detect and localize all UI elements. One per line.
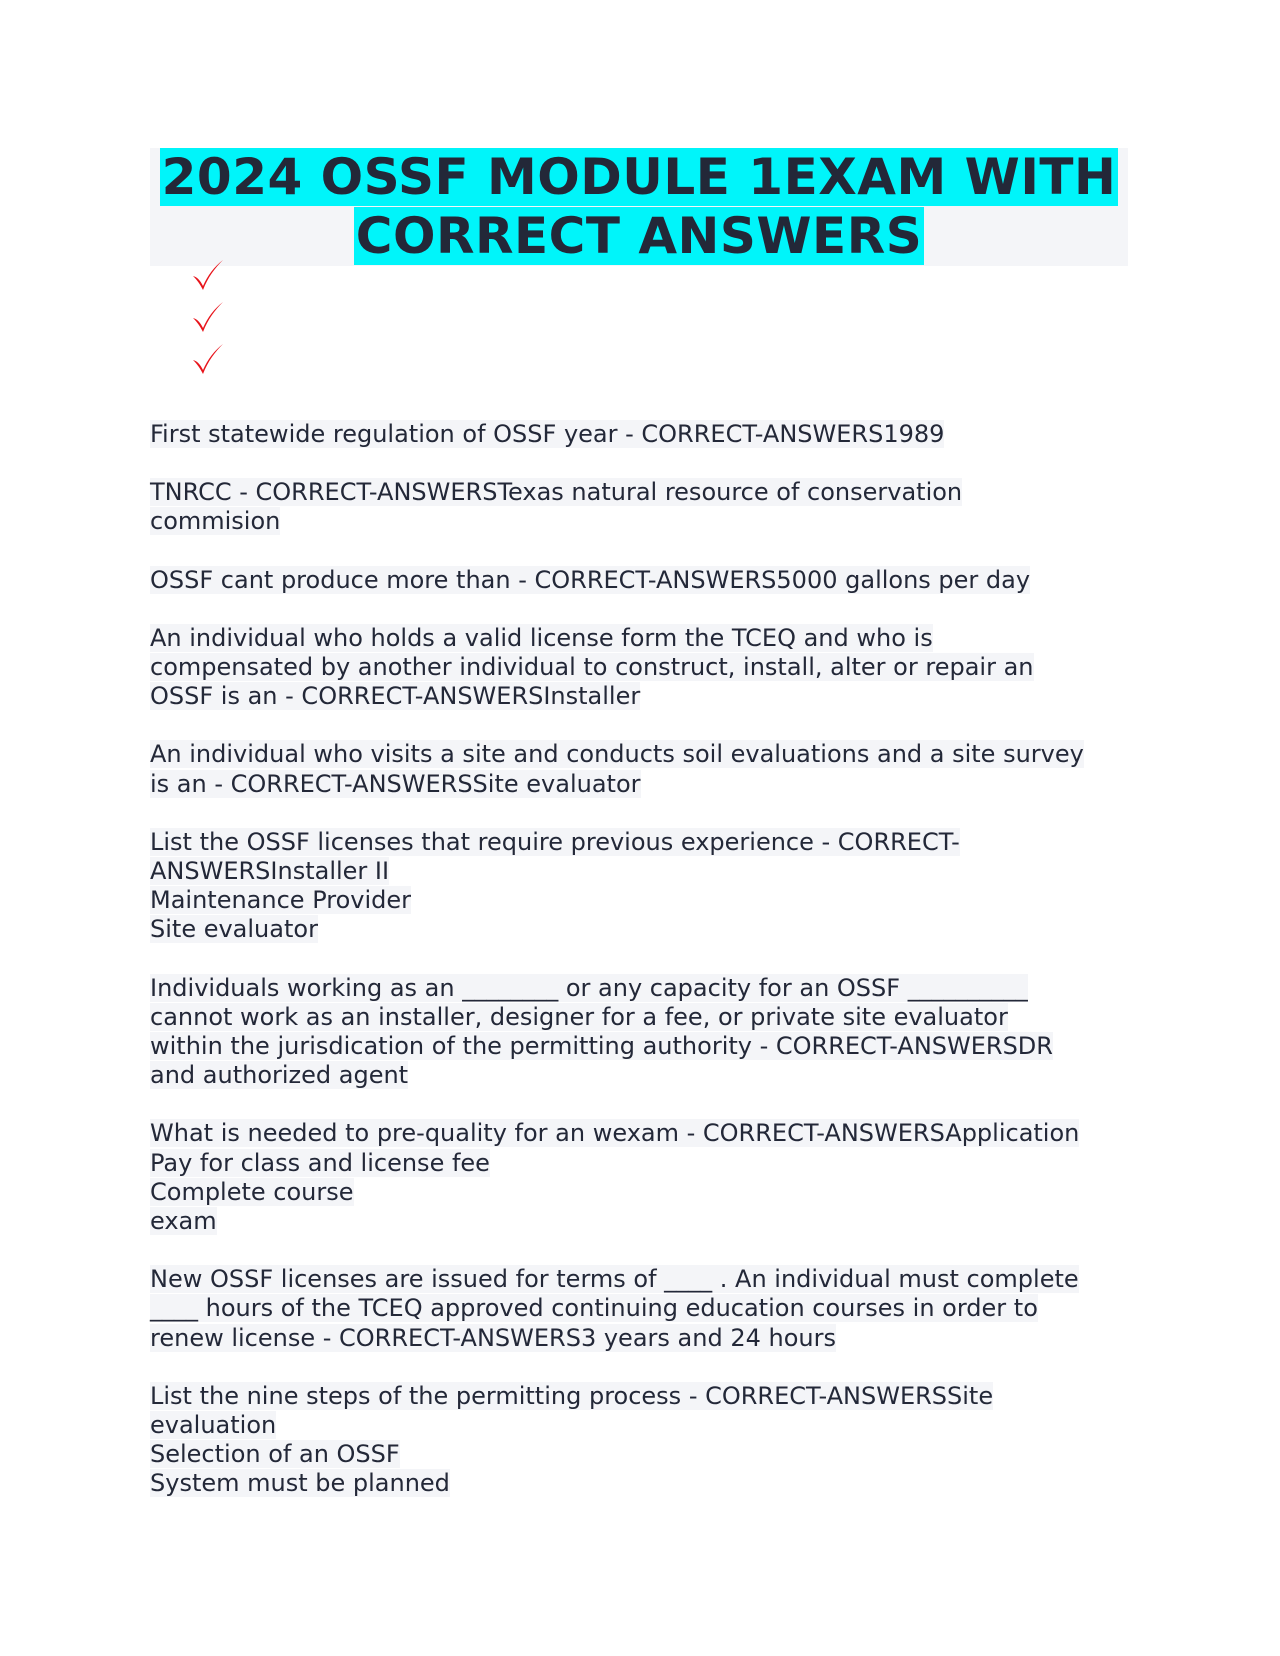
qa-line: Maintenance Provider — [150, 886, 411, 915]
qa-line: ANSWERSInstaller II — [150, 857, 390, 886]
qa-line: List the OSSF licenses that require previous experience - CORRECT- — [150, 827, 960, 856]
qa-line: commision — [150, 507, 281, 536]
qa-line: New OSSF licenses are issued for terms of ____ . An individual must complete — [150, 1265, 1079, 1294]
qa-item — [150, 740, 1140, 798]
qa-item — [150, 974, 1140, 1091]
qa-line: Pay for class and license fee — [150, 1148, 490, 1177]
qa-line: List the nine steps of the permitting process - CORRECT-ANSWERSSite — [150, 1381, 994, 1410]
checkmark-icon — [190, 342, 226, 378]
qa-line: An individual who visits a site and conducts soil evaluations and a site survey — [150, 740, 1084, 769]
qa-line: is an - CORRECT-ANSWERSSite evaluator — [150, 769, 641, 798]
qa-item — [150, 566, 1140, 595]
qa-line: and authorized agent — [150, 1061, 409, 1090]
qa-line: TNRCC - CORRECT-ANSWERSTexas natural resource of conservation — [150, 478, 963, 507]
qa-line: An individual who holds a valid license form the TCEQ and who is — [150, 623, 933, 652]
document-title — [150, 148, 1128, 266]
qa-item — [150, 828, 1140, 945]
qa-item — [150, 420, 1140, 449]
qa-line: within the jurisdication of the permitting authority - CORRECT-ANSWERSDR — [150, 1032, 1053, 1061]
qa-item — [150, 1119, 1140, 1236]
qa-line: compensated by another individual to construct, install, alter or repair an — [150, 653, 1034, 682]
checkmark-icon — [190, 300, 226, 336]
qa-line: First statewide regulation of OSSF year - CORRECT-ANSWERS1989 — [150, 420, 945, 448]
qa-line: System must be planned — [150, 1469, 450, 1498]
qa-line: Site evaluator — [150, 915, 318, 944]
qa-line: ____ hours of the TCEQ approved continuing education courses in order to — [150, 1294, 1038, 1323]
qa-item — [150, 478, 1140, 536]
qa-line: exam — [150, 1207, 217, 1236]
qa-line: renew license - CORRECT-ANSWERS3 years and 24 hours — [150, 1323, 836, 1352]
checkmark-list — [190, 258, 226, 384]
qa-list — [150, 420, 1140, 1528]
qa-line: OSSF cant produce more than - CORRECT-ANSWERS5000 gallons per day — [150, 565, 1031, 594]
qa-line: Complete course — [150, 1177, 354, 1206]
title-line-1: 2024 OSSF MODULE 1EXAM WITH — [161, 148, 1117, 206]
checkmark-icon — [190, 258, 226, 294]
qa-line: What is needed to pre-quality for an wexam - CORRECT-ANSWERSApplication — [150, 1119, 1080, 1148]
qa-line: Selection of an OSSF — [150, 1440, 400, 1469]
qa-item — [150, 624, 1140, 712]
qa-line: evaluation — [150, 1411, 277, 1440]
title-line-2: CORRECT ANSWERS — [355, 207, 923, 265]
qa-line: cannot work as an installer, designer for a fee, or private site evaluator — [150, 1002, 1008, 1031]
qa-item — [150, 1382, 1140, 1499]
qa-line: OSSF is an - CORRECT-ANSWERSInstaller — [150, 682, 641, 711]
qa-line: Individuals working as an ________ or any capacity for an OSSF __________ — [150, 973, 1028, 1002]
qa-item — [150, 1265, 1140, 1353]
